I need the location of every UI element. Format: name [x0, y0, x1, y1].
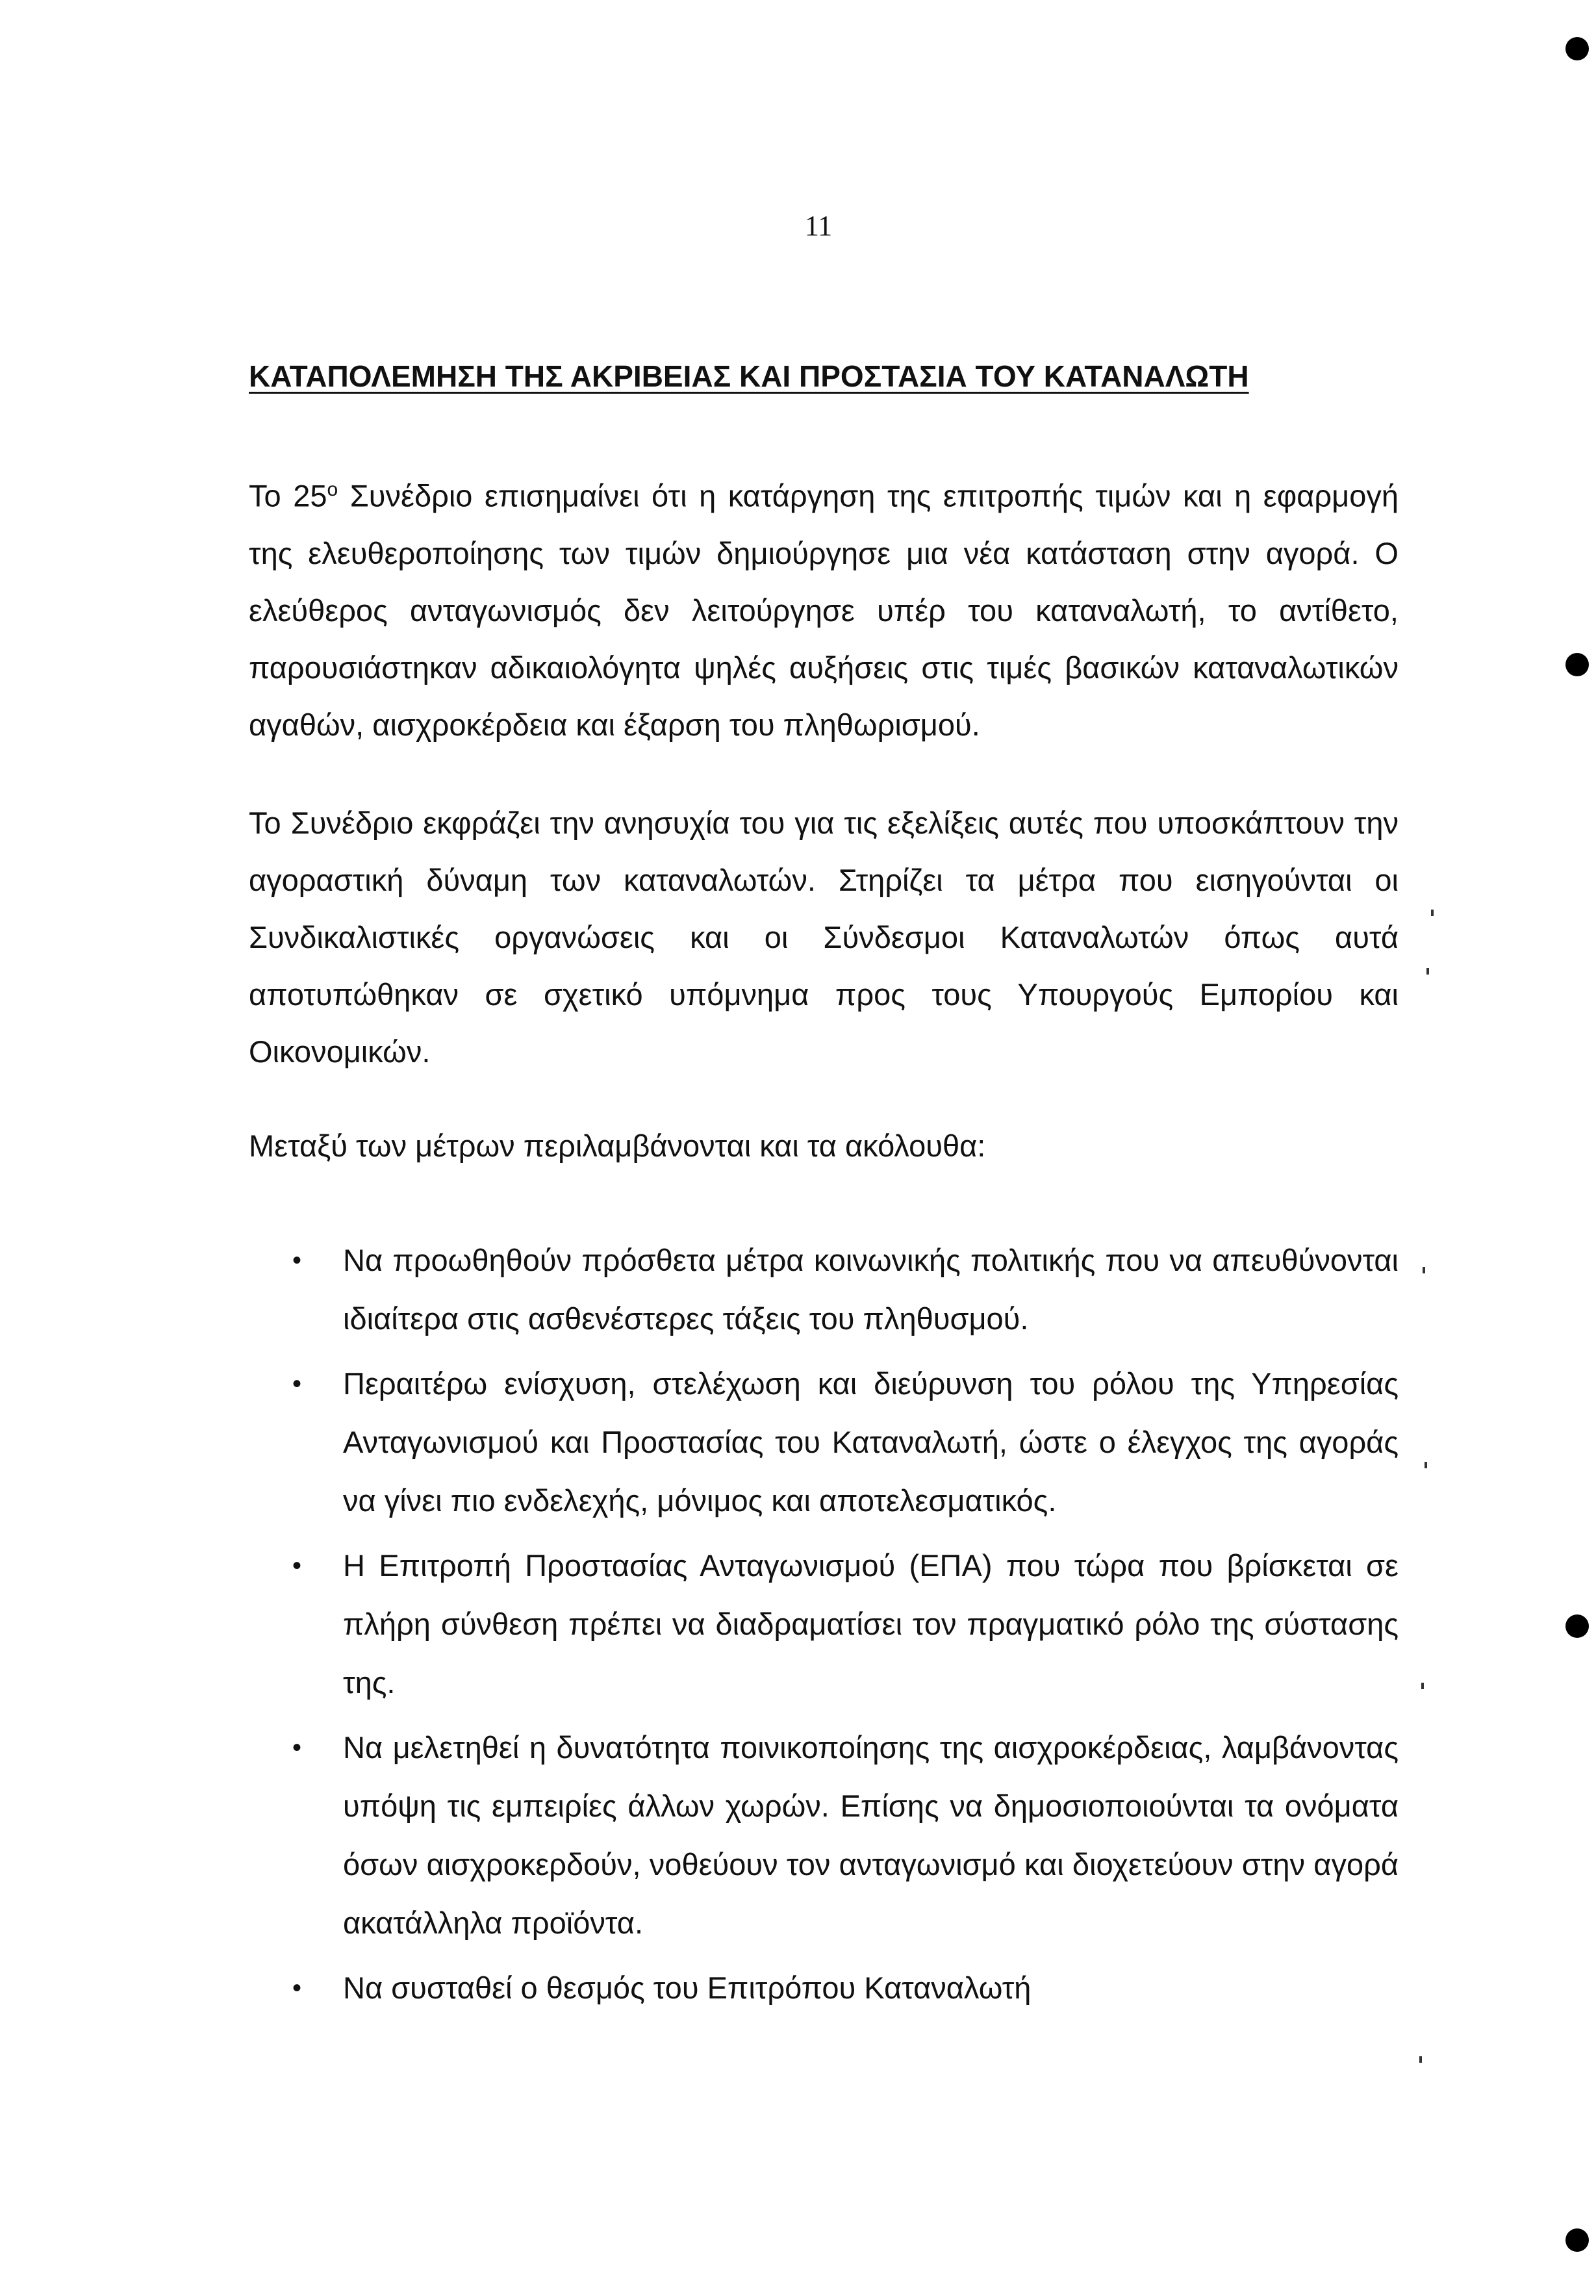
measures-intro: Μεταξύ των μέτρων περιλαμβάνονται και τα ακόλουθα:	[249, 1129, 986, 1163]
page-number: 11	[804, 210, 833, 242]
scan-speck-icon	[1431, 910, 1434, 916]
list-item	[249, 1231, 1399, 1348]
list-item	[249, 1537, 1399, 1712]
list-item-text: Να προωθηθούν πρόσθετα μέτρα κοινωνικής πολιτικής που να απευθύνονται ιδιαίτερα στις ασθενέστερες τάξεις του πληθυσμού.	[343, 1243, 1399, 1336]
concern-paragraph: Το Συνέδριο εκφράζει την ανησυχία του για τις εξελίξεις αυτές που υποσκάπτουν την αγοραστική δύναμη των καταναλωτών. Στηρίζει τα μέτρα που εισηγούνται οι Συνδικαλιστικές οργανώσεις και οι Σύνδεσμοι Καταναλωτών όπως αυτά αποτυπώθηκαν σε σχετικό υπόμνημα προς τους Υπουργούς Εμπορίου και Οικονομικών.	[249, 806, 1399, 1069]
measures-list	[249, 1231, 1399, 2024]
list-item	[249, 1718, 1399, 1952]
scan-speck-icon	[1426, 968, 1429, 975]
list-item-text: Περαιτέρω ενίσχυση, στελέχωση και διεύρυνση του ρόλου της Υπηρεσίας Ανταγωνισμού και Προστασίας του Καταναλωτή, ώστε ο έλεγχος της αγοράς να γίνει πιο ενδελεχής, μόνιμος και αποτελεσματικός.	[343, 1366, 1399, 1518]
bullet-icon: •	[292, 1733, 302, 1762]
scan-speck-icon	[1421, 1683, 1424, 1689]
section-title: ΚΑΤΑΠΟΛΕΜΗΣΗ ΤΗΣ ΑΚΡΙΒΕΙΑΣ ΚΑΙ ΠΡΟΣΤΑΣΙΑ ΤΟΥ ΚΑΤΑΝΑΛΩΤΗ	[249, 359, 1249, 393]
scan-speck-icon	[1423, 1267, 1425, 1273]
intro-paragraph	[249, 461, 1399, 754]
intro-paragraph-rest: Συνέδριο επισημαίνει ότι η κατάργηση της επιτροπής τιμών και η εφαρμογή της ελευθεροποίησης των τιμών δημιούργησε μια νέα κατάσταση στην αγορά. Ο ελεύθερος ανταγωνισμός δεν λειτούργησε υπέρ του καταναλωτή, το αντίθετο, παρουσιάστηκαν αδικαιολόγητα ψηλές αυξήσεις στις τιμές βασικών καταναλωτικών αγαθών, αισχροκέρδεια και έξαρση του πληθωρισμού.	[249, 478, 1399, 742]
bullet-icon: •	[292, 1246, 302, 1275]
bullet-icon: •	[292, 1974, 302, 2002]
list-item-text: Να συσταθεί ο θεσμός του Επιτρόπου Καταναλωτή	[343, 1971, 1032, 2005]
bullet-icon: •	[292, 1551, 302, 1580]
list-item	[249, 1959, 1399, 2017]
ordinal-superscript: ο	[327, 479, 338, 500]
punch-hole-icon	[1565, 1614, 1589, 1638]
intro-paragraph-start: Το 25	[249, 478, 327, 513]
punch-hole-icon	[1565, 37, 1589, 60]
list-item	[249, 1355, 1399, 1530]
punch-hole-icon	[1565, 653, 1589, 676]
scan-speck-icon	[1425, 1462, 1427, 1468]
punch-hole-icon	[1565, 2228, 1589, 2252]
list-item-text: Η Επιτροπή Προστασίας Ανταγωνισμού (ΕΠΑ) που τώρα που βρίσκεται σε πλήρη σύνθεση πρέπει να διαδραματίσει τον πραγματικό ρόλο της σύστασης της.	[343, 1548, 1399, 1700]
list-item-text: Να μελετηθεί η δυνατότητα ποινικοποίησης της αισχροκέρδειας, λαμβάνοντας υπόψη τις εμπειρίες άλλων χωρών. Επίσης να δημοσιοποιούνται τα ονόματα όσων αισχροκερδούν, νοθεύουν τον ανταγωνισμό και διοχετεύουν στην αγορά ακατάλληλα προϊόντα.	[343, 1730, 1399, 1940]
scan-speck-icon	[1419, 2056, 1422, 2063]
bullet-icon: •	[292, 1370, 302, 1398]
